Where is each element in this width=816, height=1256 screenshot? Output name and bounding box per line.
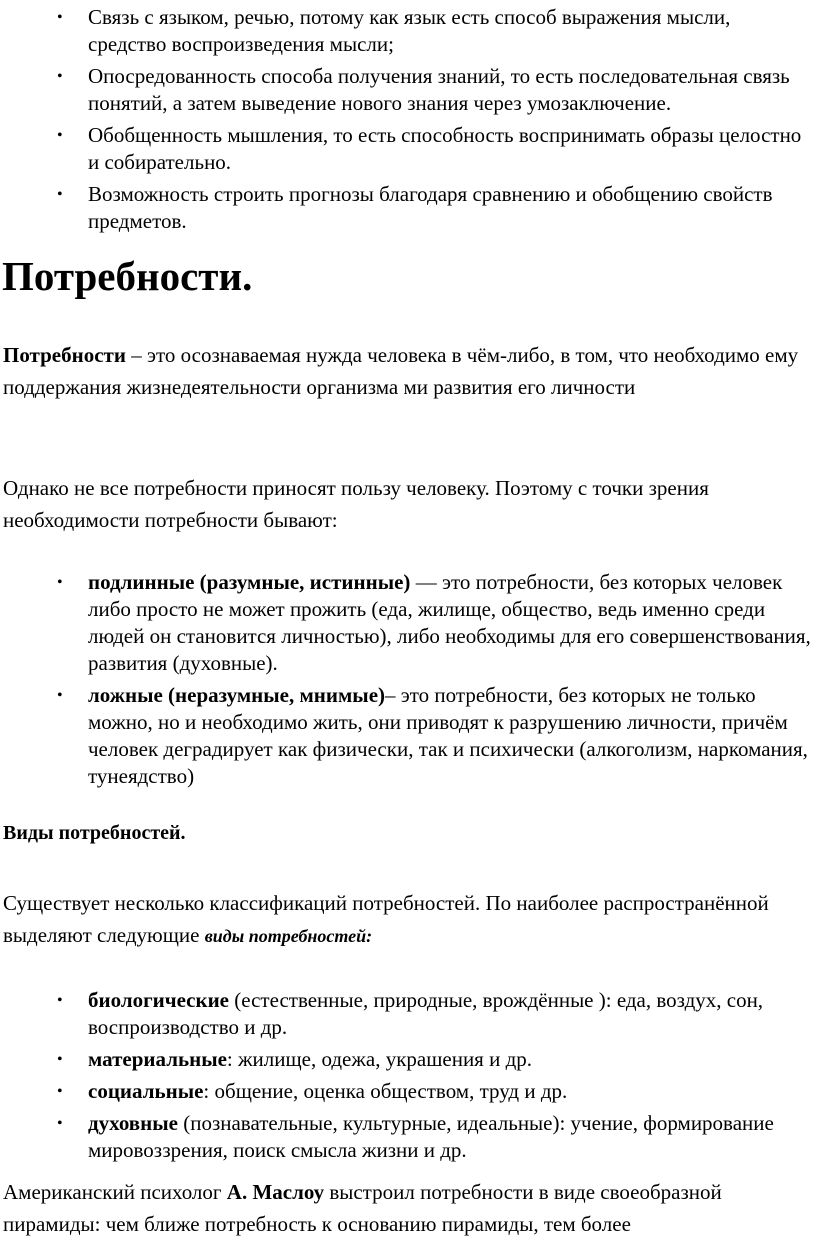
intro-paragraph: Однако не все потребности приносят пользу человеку. Поэтому с точки зрения необходимости потребности бывают: xyxy=(3,476,709,532)
definition-term: Потребности xyxy=(3,343,126,367)
need-type-text: — это потребности, без которых человек либо просто не может прожить (еда, жилище, общество, ведь именно среди людей он становится личностью), либо необходимы для его совершенствования, развития (духовные). xyxy=(88,570,811,675)
need-type-text: – это потребности, без которых не только можно, но и необходимо жить, они приводят к разрушению личности, причём человек деградирует как физически, так и психически (алкоголизм, наркомания, тунеядство) xyxy=(88,683,808,788)
kind-text: : жилище, одежа, украшения и др. xyxy=(226,1047,533,1071)
maslow-lead: Американский психолог xyxy=(3,1180,227,1204)
maslow-name: А. Маслоу xyxy=(226,1180,325,1204)
need-type-term: подлинные (разумные, истинные) xyxy=(88,570,411,594)
list-item: • Связь с языком, речью, потому как язык есть способ выражения мысли, средство воспроизведения мысли; xyxy=(0,4,816,58)
kind-text: (познавательные, культурные, идеальные): учение, формирование мировоззрения, поиск смысла жизни и др. xyxy=(88,1111,774,1162)
list-item xyxy=(0,569,816,677)
list-item xyxy=(0,987,816,1041)
need-type-term: ложные (неразумные, мнимые) xyxy=(88,683,386,707)
list-item xyxy=(0,1078,816,1105)
thinking-features-list xyxy=(0,4,816,235)
subheading: Виды потребностей. xyxy=(3,822,186,844)
classification-paragraph xyxy=(0,887,816,952)
kind-term: биологические xyxy=(88,988,230,1012)
kind-text: (естественные, природные, врождённые ): еда, воздух, сон, воспроизводство и др. xyxy=(88,988,764,1039)
classification-text: Существует несколько классификаций потребностей. По наиболее распространённой выделяют следующие xyxy=(3,891,769,947)
maslow-text: выстроил потребности в виде своеобразной пирамиды: чем ближе потребность к основанию пирамиды, тем более xyxy=(3,1180,722,1236)
kind-term: материальные xyxy=(88,1047,227,1071)
kind-text: : общение, оценка обществом, труд и др. xyxy=(203,1079,568,1103)
list-item xyxy=(0,1046,816,1073)
list-item xyxy=(0,682,816,790)
kind-term: социальные xyxy=(88,1079,204,1103)
list-item: • Обобщенность мышления, то есть способность воспринимать образы целостно и собирательно. xyxy=(0,122,816,176)
kinds-list xyxy=(0,987,816,1164)
definition-paragraph xyxy=(0,339,816,403)
need-types-list xyxy=(0,569,816,790)
kind-term: духовные xyxy=(88,1111,178,1135)
list-item xyxy=(0,1110,816,1164)
list-item: • Опосредованность способа получения знаний, то есть последовательная связь понятий, а затем выведение нового знания через умозаключение. xyxy=(0,63,816,117)
maslow-paragraph xyxy=(0,1176,816,1240)
definition-text: – это осознаваемая нужда человека в чём-либо, в том, что необходимо ему поддержания жизнедеятельности организма ми развития его личности xyxy=(3,343,799,399)
section-title: Потребности. xyxy=(2,253,253,299)
list-item: • Возможность строить прогнозы благодаря сравнению и обобщению свойств предметов. xyxy=(0,181,816,235)
classification-emphasis: виды потребностей: xyxy=(204,926,373,946)
